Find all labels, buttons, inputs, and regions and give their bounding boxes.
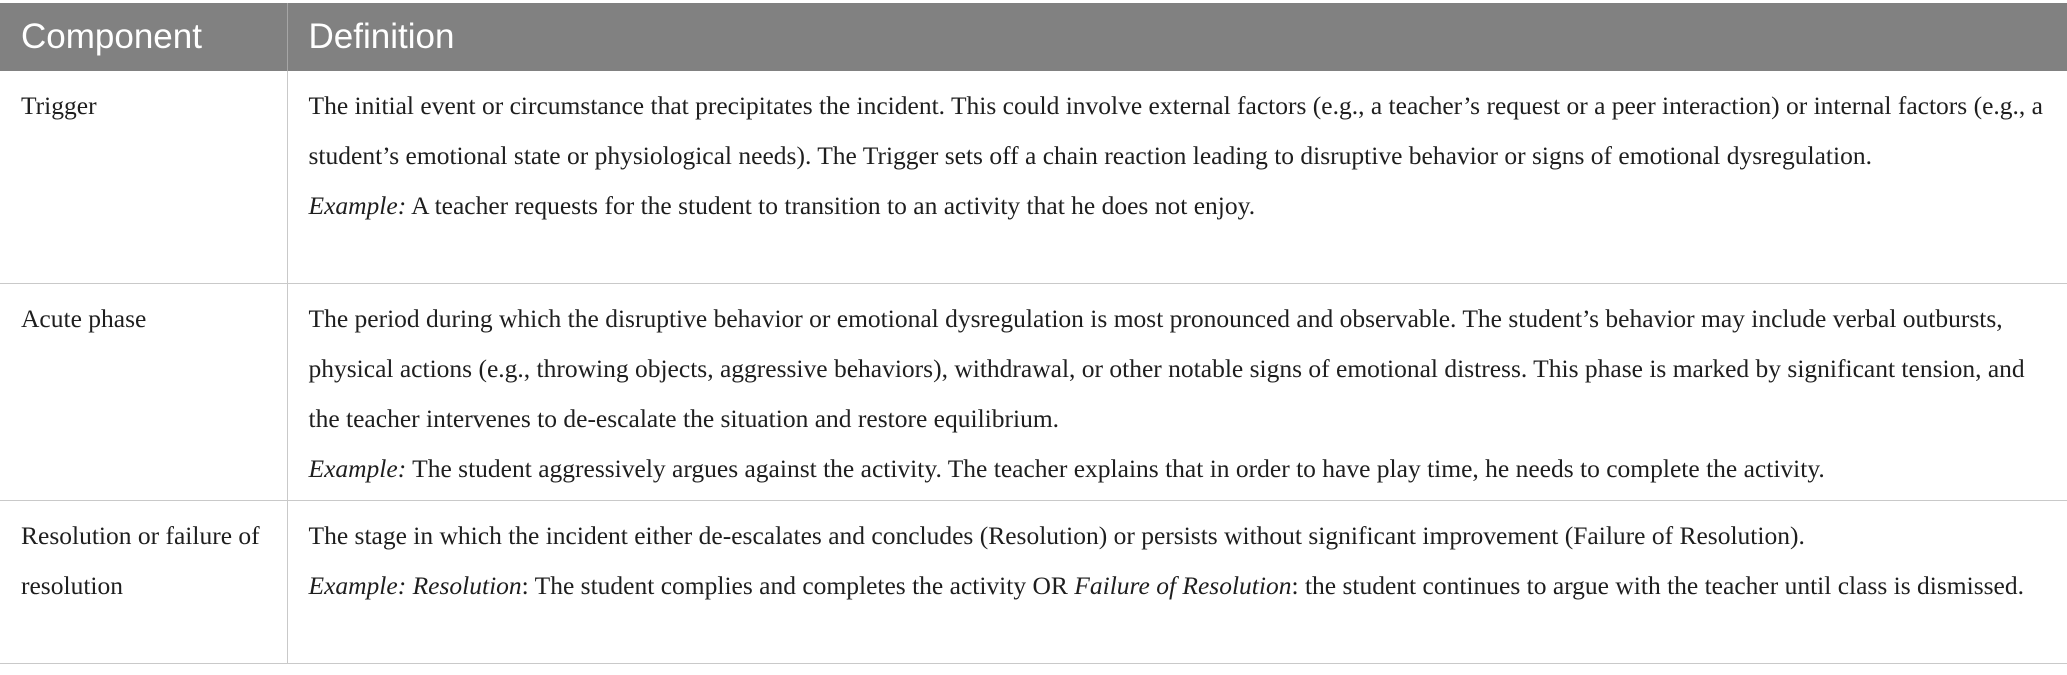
definition-cell xyxy=(287,283,2067,500)
definition-cell xyxy=(287,71,2067,283)
table-row-acute-phase xyxy=(0,283,2067,500)
definitions-table xyxy=(0,3,2067,664)
example-text: The student aggressively argues against the activity. The teacher explains that in order to have play time, he needs to complete the activity. xyxy=(406,453,1825,483)
table-row-resolution xyxy=(0,500,2067,663)
component-cell: Trigger xyxy=(0,71,287,283)
definition-text: The initial event or circumstance that precipitates the incident. This could involve external factors (e.g., a teacher’s request or a peer interaction) or internal factors (e.g., a student’s emotional state or physiological needs). The Trigger sets off a chain reaction leading to disruptive behavior or signs of emotional dysregulation. xyxy=(308,91,2043,170)
example-text: A teacher requests for the student to transition to an activity that he does not enjoy. xyxy=(406,191,1256,220)
component-cell: Resolution or failure of resolution xyxy=(0,500,287,663)
definition-text: The period during which the disruptive behavior or emotional dysregulation is most pronounced and observable. The student’s behavior may include verbal outbursts, physical actions (e.g., throwing objects, aggressive behaviors), withdrawal, or other notable signs of emotional distress. This phase is marked by significant tension, and the teacher intervenes to de-escalate the situation and restore equilibrium. xyxy=(308,303,2025,433)
example-label: Example: xyxy=(308,453,407,483)
header-component: Component xyxy=(0,3,287,71)
example-label: Example: Resolution xyxy=(308,570,522,600)
table-body xyxy=(0,71,2067,663)
example-line xyxy=(309,561,2052,611)
component-cell: Acute phase xyxy=(0,283,287,500)
definition-cell xyxy=(287,500,2067,663)
example-text-end: : the student continues to argue with the teacher until class is dismissed. xyxy=(1291,570,2024,600)
definitions-table-container xyxy=(0,3,2067,664)
table-row-trigger xyxy=(0,71,2067,283)
example-text: : The student complies and completes the activity OR xyxy=(521,570,1075,600)
example-italic-term: Failure of Resolution xyxy=(1074,570,1292,600)
example-line xyxy=(309,181,2052,231)
example-label: Example: xyxy=(308,191,407,220)
table-header xyxy=(0,3,2067,71)
definition-text: The stage in which the incident either de-escalates and concludes (Resolution) or persists without significant improvement (Failure of Resolution). xyxy=(308,520,1805,550)
header-row xyxy=(0,3,2067,71)
example-line xyxy=(309,444,2052,494)
header-definition: Definition xyxy=(287,3,2067,71)
